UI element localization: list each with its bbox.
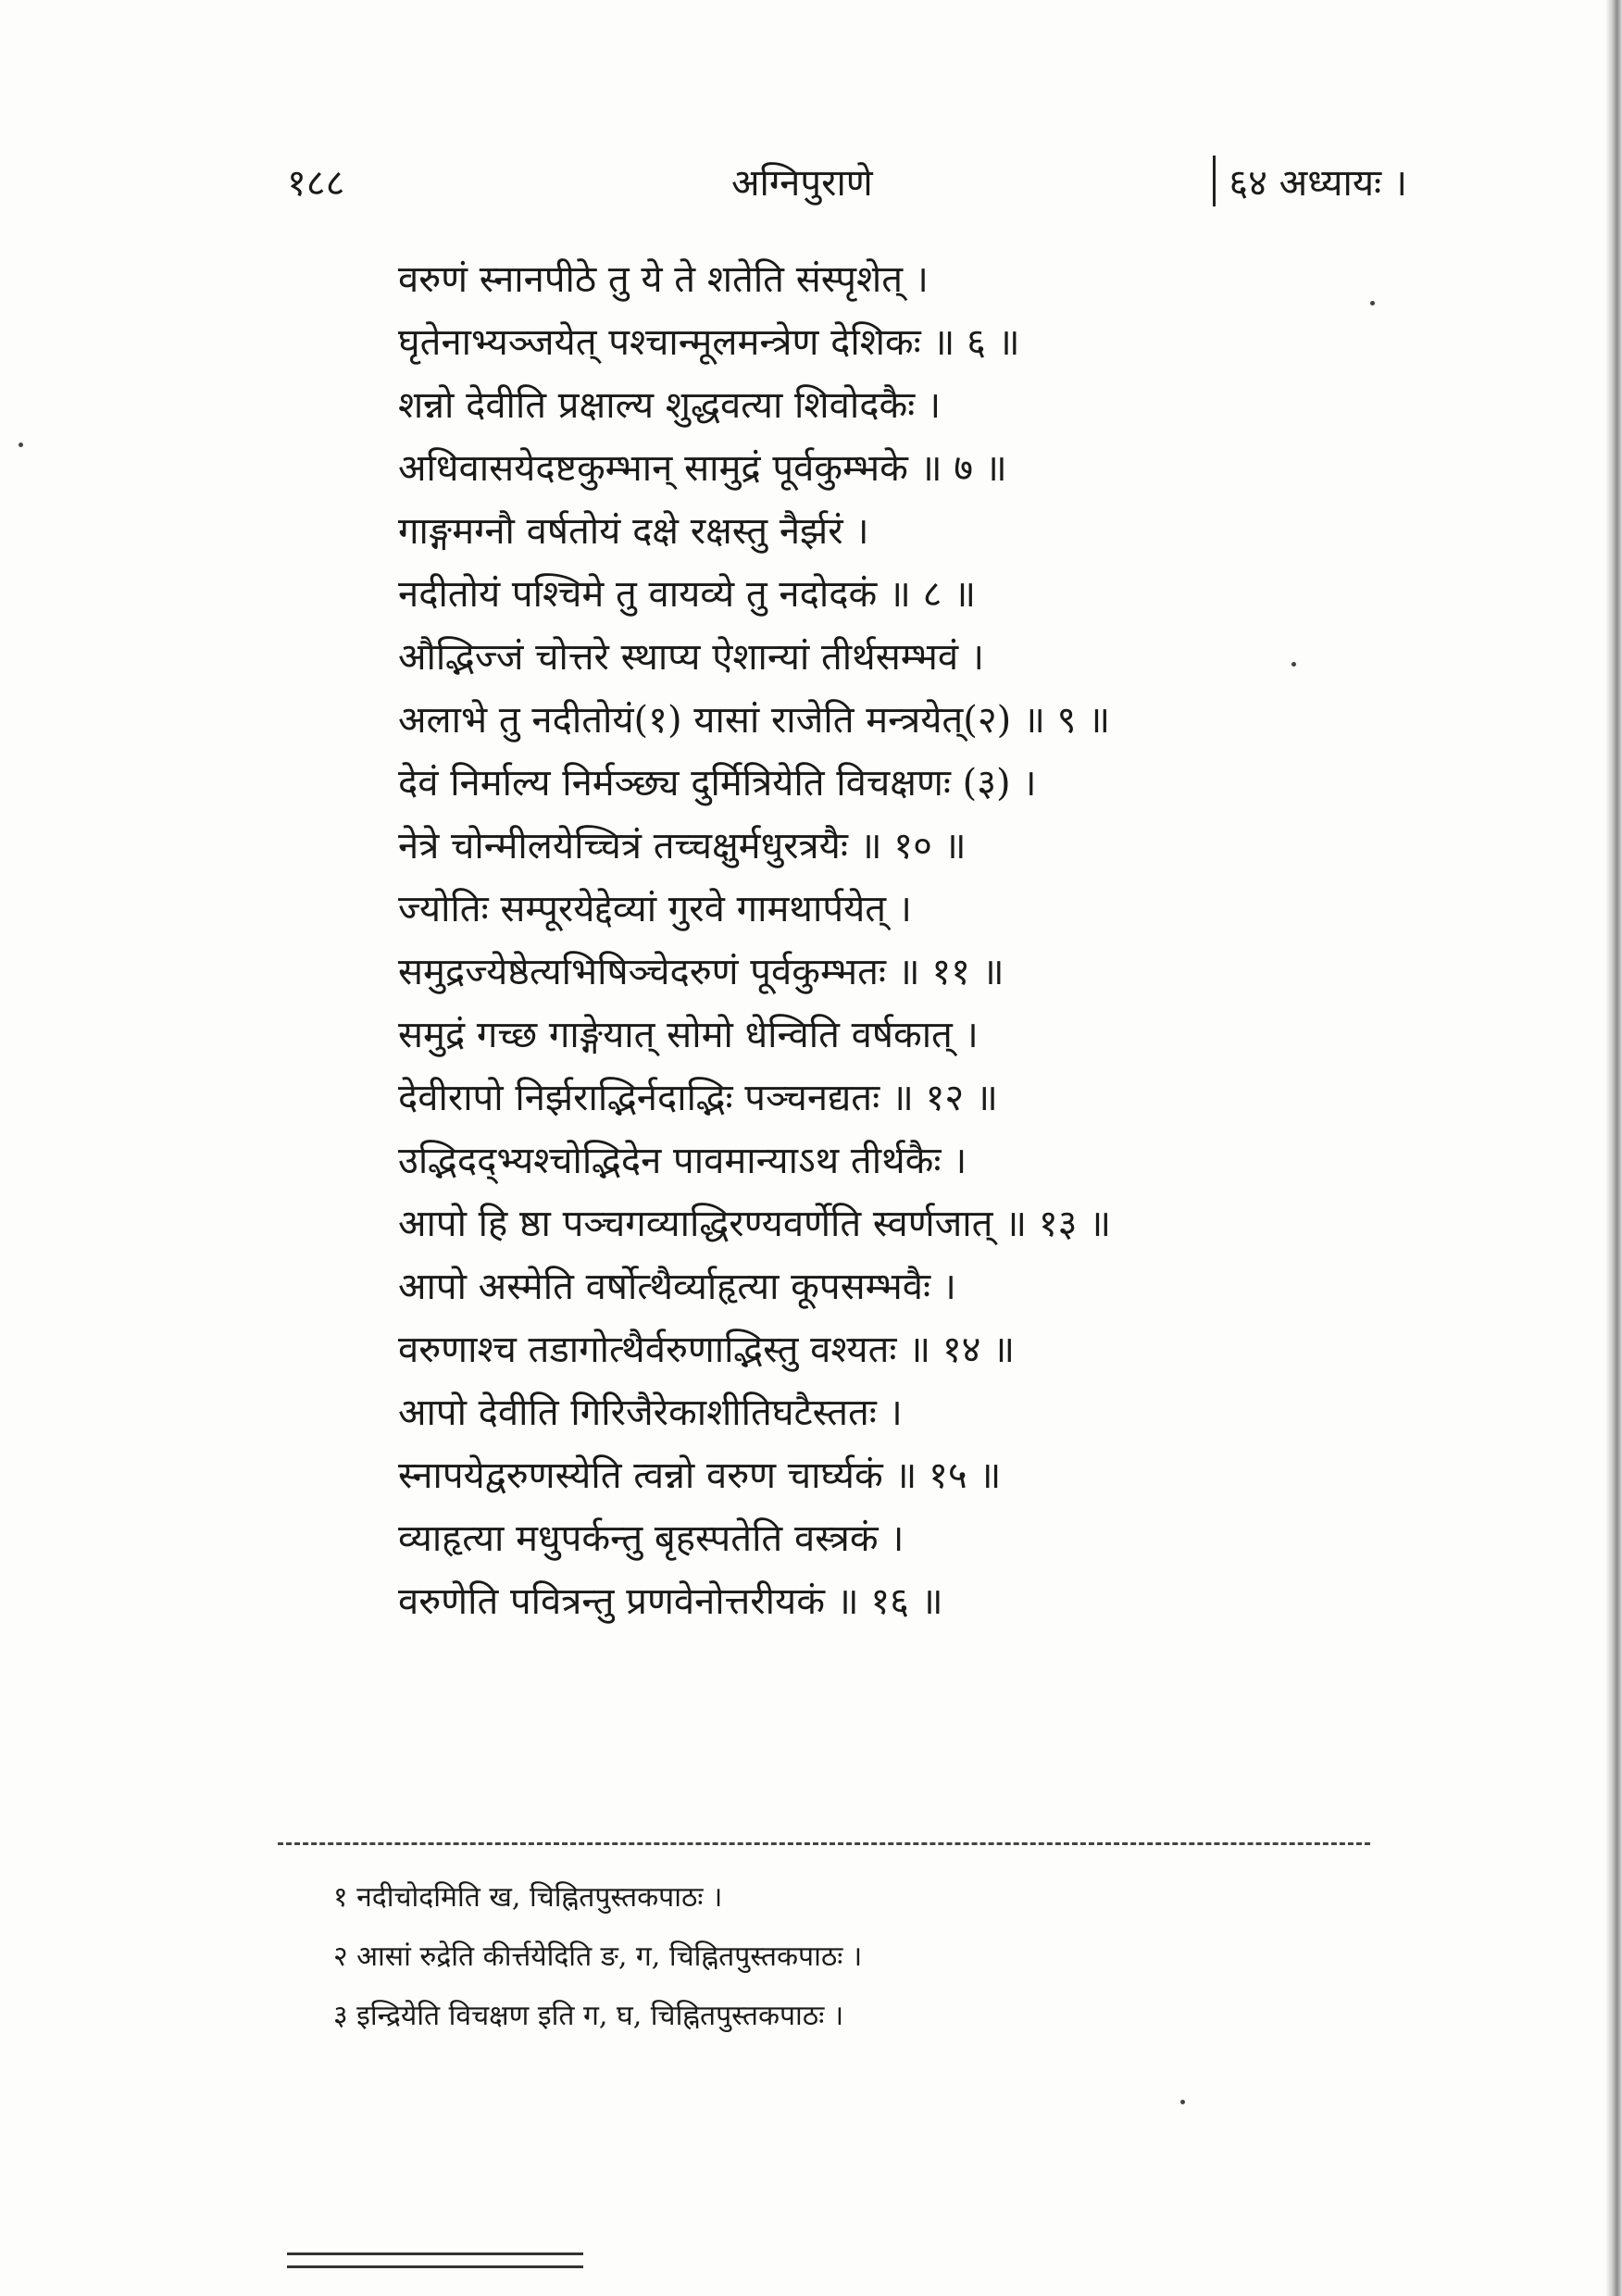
scan-speck [1180,2100,1185,2104]
bottom-rule [287,2265,583,2268]
verse-line: ज्योतिः सम्पूरयेद्देव्यां गुरवे गामथार्पयेत् । [398,888,912,930]
page-number: १८८ [287,162,345,205]
verse-line: वरुणाश्च तडागोत्थैर्वरुणाद्भिस्तु वश्यतः ॥ १४ ॥ [398,1329,1016,1371]
scan-speck [1370,301,1375,306]
footnote: २ आसां रुद्रेति कीर्त्तयेदिति ङ, ग, चिह्नितपुस्तकपाठः । [333,1940,863,1973]
verse-line: नदीतोयं पश्चिमे तु वायव्ये तु नदोदकं ॥ ८ ॥ [398,573,977,616]
page-edge-shadow [1605,0,1622,2296]
footnote-divider [278,1842,1370,1845]
verse-line: वरुणं स्नानपीठे तु ये ते शतेति संस्पृशेत् । [398,258,929,301]
running-title: अग्निपुराणे [731,162,873,205]
scan-speck [19,443,23,447]
verse-line: शन्नो देवीति प्रक्षाल्य शुद्धवत्या शिवोदकैः । [398,384,942,427]
verse-line: देवीरापो निर्झराद्भिर्नदाद्भिः पञ्चनद्यतः ॥ १२ ॥ [398,1077,998,1119]
page-header [287,156,1407,211]
verse-line: औद्भिज्जं चोत्तरे स्थाप्य ऐशान्यां तीर्थसम्भवं । [398,636,984,679]
verse-line: उद्भिदद्भ्यश्चोद्भिदेन पावमान्याऽथ तीर्थकैः । [398,1140,967,1182]
verse-line: स्नापयेद्वरुणस्येति त्वन्नो वरुण चार्घ्यकं ॥ १५ ॥ [398,1454,1002,1497]
verse-line: व्याहृत्या मधुपर्कन्तु बृहस्पतेति वस्त्रकं । [398,1517,905,1560]
verse-line: समुद्रं गच्छ गाङ्गेयात् सोमो धेन्विति वर्षकात् । [398,1014,979,1056]
footnote: १ नदीचोदमिति ख, चिह्नितपुस्तकपाठः । [333,1881,723,1914]
verse-line: वरुणेति पवित्रन्तु प्रणवेनोत्तरीयकं ॥ १६ ॥ [398,1580,943,1623]
verse-line: देवं निर्माल्य निर्मञ्छ्य दुर्मित्रियेति विचक्षणः (३) । [398,762,1037,805]
scan-speck [1291,662,1296,667]
verse-line: आपो हि ष्ठा पञ्चगव्याद्धिरण्यवर्णेति स्वर्णजात् ॥ १३ ॥ [398,1203,1112,1245]
chapter-marker: ६४ अध्यायः । [1213,156,1407,206]
verse-line: घृतेनाभ्यञ्जयेत् पश्चान्मूलमन्त्रेण देशिकः ॥ ६ ॥ [398,321,1020,364]
verse-block [398,248,1324,1633]
verse-line: नेत्रे चोन्मीलयेच्चित्रं तच्चक्षुर्मधुरत्रयैः ॥ १० ॥ [398,825,967,867]
verse-line: गाङ्गमग्नौ वर्षतोयं दक्षे रक्षस्तु नैर्झरं । [398,510,869,553]
verse-line: अधिवासयेदष्टकुम्भान् सामुद्रं पूर्वकुम्भके ॥ ७ ॥ [398,447,1007,490]
verse-line: अलाभे तु नदीतोयं(१) यासां राजेति मन्त्रयेत्(२) ॥ ९ ॥ [398,699,1111,742]
footnote: ३ इन्द्रियेति विचक्षण इति ग, घ, चिह्नितपुस्तकपाठः । [333,2000,844,2032]
verse-line: समुद्रज्येष्ठेत्यभिषिञ्चेदरुणं पूर्वकुम्भतः ॥ ११ ॥ [398,951,1004,993]
verse-line: आपो देवीति गिरिजैरेकाशीतिघटैस्ततः । [398,1391,903,1434]
footnote-block [333,1868,1213,2046]
bottom-rule [287,2252,583,2255]
verse-line: आपो अस्मेति वर्षोत्थैर्व्याहृत्या कूपसम्भवैः । [398,1266,956,1308]
